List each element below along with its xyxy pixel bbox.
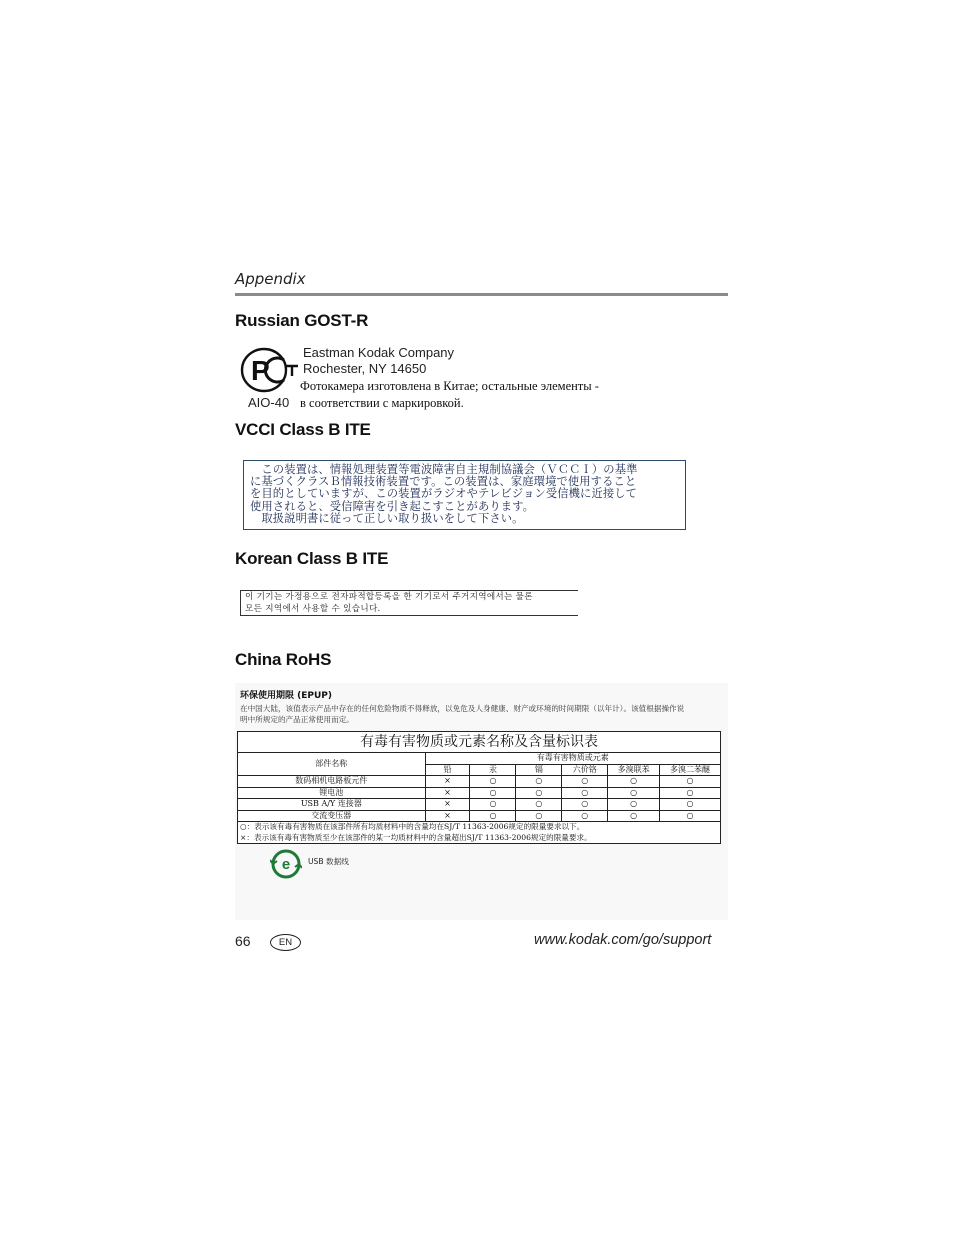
table-row xyxy=(238,787,721,799)
mark-cell: ○ xyxy=(516,810,562,822)
vcci-section-title: VCCI Class B ITE xyxy=(235,420,371,439)
mark-cell: ○ xyxy=(516,799,562,811)
vcci-notice-line: この装置は、情報処理装置等電波障害自主規制協議会（ＶＣＣＩ）の基準 xyxy=(250,463,638,476)
korean-notice-box xyxy=(240,590,578,616)
substances-group-header: 有毒有害物质或元素 xyxy=(425,753,720,765)
mark-cell: ○ xyxy=(516,776,562,788)
mark-cell: ○ xyxy=(562,776,608,788)
vcci-notice-line: 使用されると、受信障害を引き起こすことがあります。 xyxy=(250,499,535,513)
vcci-notice-line: を目的としていますが、この装置がラジオやテレビジョン受信機に近接して xyxy=(250,487,638,501)
mark-cell: ○ xyxy=(562,810,608,822)
mark-cell: ○ xyxy=(470,799,516,811)
mark-cell: ○ xyxy=(608,810,660,822)
table-row xyxy=(238,810,721,822)
substance-header-cadmium: 镉 xyxy=(516,764,562,776)
part-name-header: 部件名称 xyxy=(238,753,426,776)
mark-cell: × xyxy=(425,799,470,811)
mark-cell: ○ xyxy=(562,799,608,811)
table-title: 有毒有害物质或元素名称及含量标识表 xyxy=(238,732,721,753)
mark-cell: × xyxy=(425,810,470,822)
gost-company-address: Rochester, NY 14650 xyxy=(303,361,427,376)
gost-russian-text-line-1: Фотокамера изготовлена в Китае; остальные элементы - xyxy=(300,379,599,393)
section-header-label: Appendix xyxy=(235,270,306,288)
substance-header-lead: 铅 xyxy=(425,764,470,776)
mark-cell: ○ xyxy=(660,810,721,822)
part-name-cell: USB A/Y 连接器 xyxy=(238,799,426,811)
header-divider xyxy=(235,293,728,296)
korean-notice-line: 이 기기는 가정용으로 전자파적합등록을 한 기기로서 주거지역에서는 물론 xyxy=(245,592,533,602)
epup-icon-letter: e xyxy=(281,856,291,873)
epup-environment-icon xyxy=(270,849,302,879)
table-note-cross: ×：表示该有毒有害物质至少在该部件的某一均质材料中的含量超出SJ/T 11363-2006规定的限量要求。 xyxy=(238,833,721,844)
gost-russian-text-line-2: в соответствии с маркировкой. xyxy=(300,396,464,410)
mark-cell: × xyxy=(425,787,470,799)
gost-company-name: Eastman Kodak Company xyxy=(303,345,455,360)
table-row xyxy=(238,799,721,811)
substance-header-chromium: 六价铬 xyxy=(562,764,608,776)
mark-cell: × xyxy=(425,776,470,788)
table-row xyxy=(238,776,721,788)
mark-cell: ○ xyxy=(660,776,721,788)
support-url-link[interactable]: www.kodak.com/go/support xyxy=(534,932,712,948)
part-name-cell: 交流变压器 xyxy=(238,810,426,822)
part-name-cell: 数码相机电路板元件 xyxy=(238,776,426,788)
korean-section-title: Korean Class B ITE xyxy=(235,549,389,568)
hazardous-substances-table xyxy=(237,731,721,844)
mark-cell: ○ xyxy=(660,787,721,799)
mark-cell: ○ xyxy=(608,787,660,799)
mark-cell: ○ xyxy=(562,787,608,799)
mark-cell: ○ xyxy=(660,799,721,811)
usb-cable-label: USB 数据线 xyxy=(308,857,349,866)
mark-cell: ○ xyxy=(470,776,516,788)
language-badge: EN xyxy=(270,934,301,951)
rohs-section-title: China RoHS xyxy=(235,650,332,669)
korean-notice-line: 모든 지역에서 사용할 수 있습니다. xyxy=(245,603,381,614)
mark-cell: ○ xyxy=(608,799,660,811)
vcci-notice-line: に基づくクラスＢ情報技術装置です。この装置は、家庭環境で使用すること xyxy=(250,475,637,489)
epup-description-line-1: 在中国大陆，该值表示产品中存在的任何危险物质不得释放，以免危及人身健康、财产或环境的时间期限（以年计）。该值根据操作说 xyxy=(240,704,685,713)
gost-section-title: Russian GOST-R xyxy=(235,311,369,330)
epup-title: 环保使用期限 (EPUP) xyxy=(240,691,333,701)
table-note-circle: ○：表示该有毒有害物质在该部件所有均质材料中的含量均在SJ/T 11363-2006规定的限量要求以下。 xyxy=(238,822,721,833)
gost-logo-letter-p: P xyxy=(251,355,270,386)
gost-r-certification-logo xyxy=(240,346,300,394)
part-name-cell: 锂电池 xyxy=(238,787,426,799)
vcci-notice-line: 取扱説明書に従って正しい取り扱いをして下さい。 xyxy=(250,511,524,525)
substance-header-mercury: 汞 xyxy=(470,764,516,776)
gost-certification-code: AIO-40 xyxy=(248,395,290,410)
substance-header-pbb: 多溴联苯 xyxy=(608,764,660,776)
page-number: 66 xyxy=(235,933,251,949)
mark-cell: ○ xyxy=(470,787,516,799)
vcci-notice-box xyxy=(243,460,686,530)
mark-cell: ○ xyxy=(516,787,562,799)
mark-cell: ○ xyxy=(608,776,660,788)
mark-cell: ○ xyxy=(470,810,516,822)
epup-description-line-2: 明中所规定的产品正常使用而定。 xyxy=(240,715,354,724)
substance-header-pbde: 多溴二苯醚 xyxy=(660,764,721,776)
